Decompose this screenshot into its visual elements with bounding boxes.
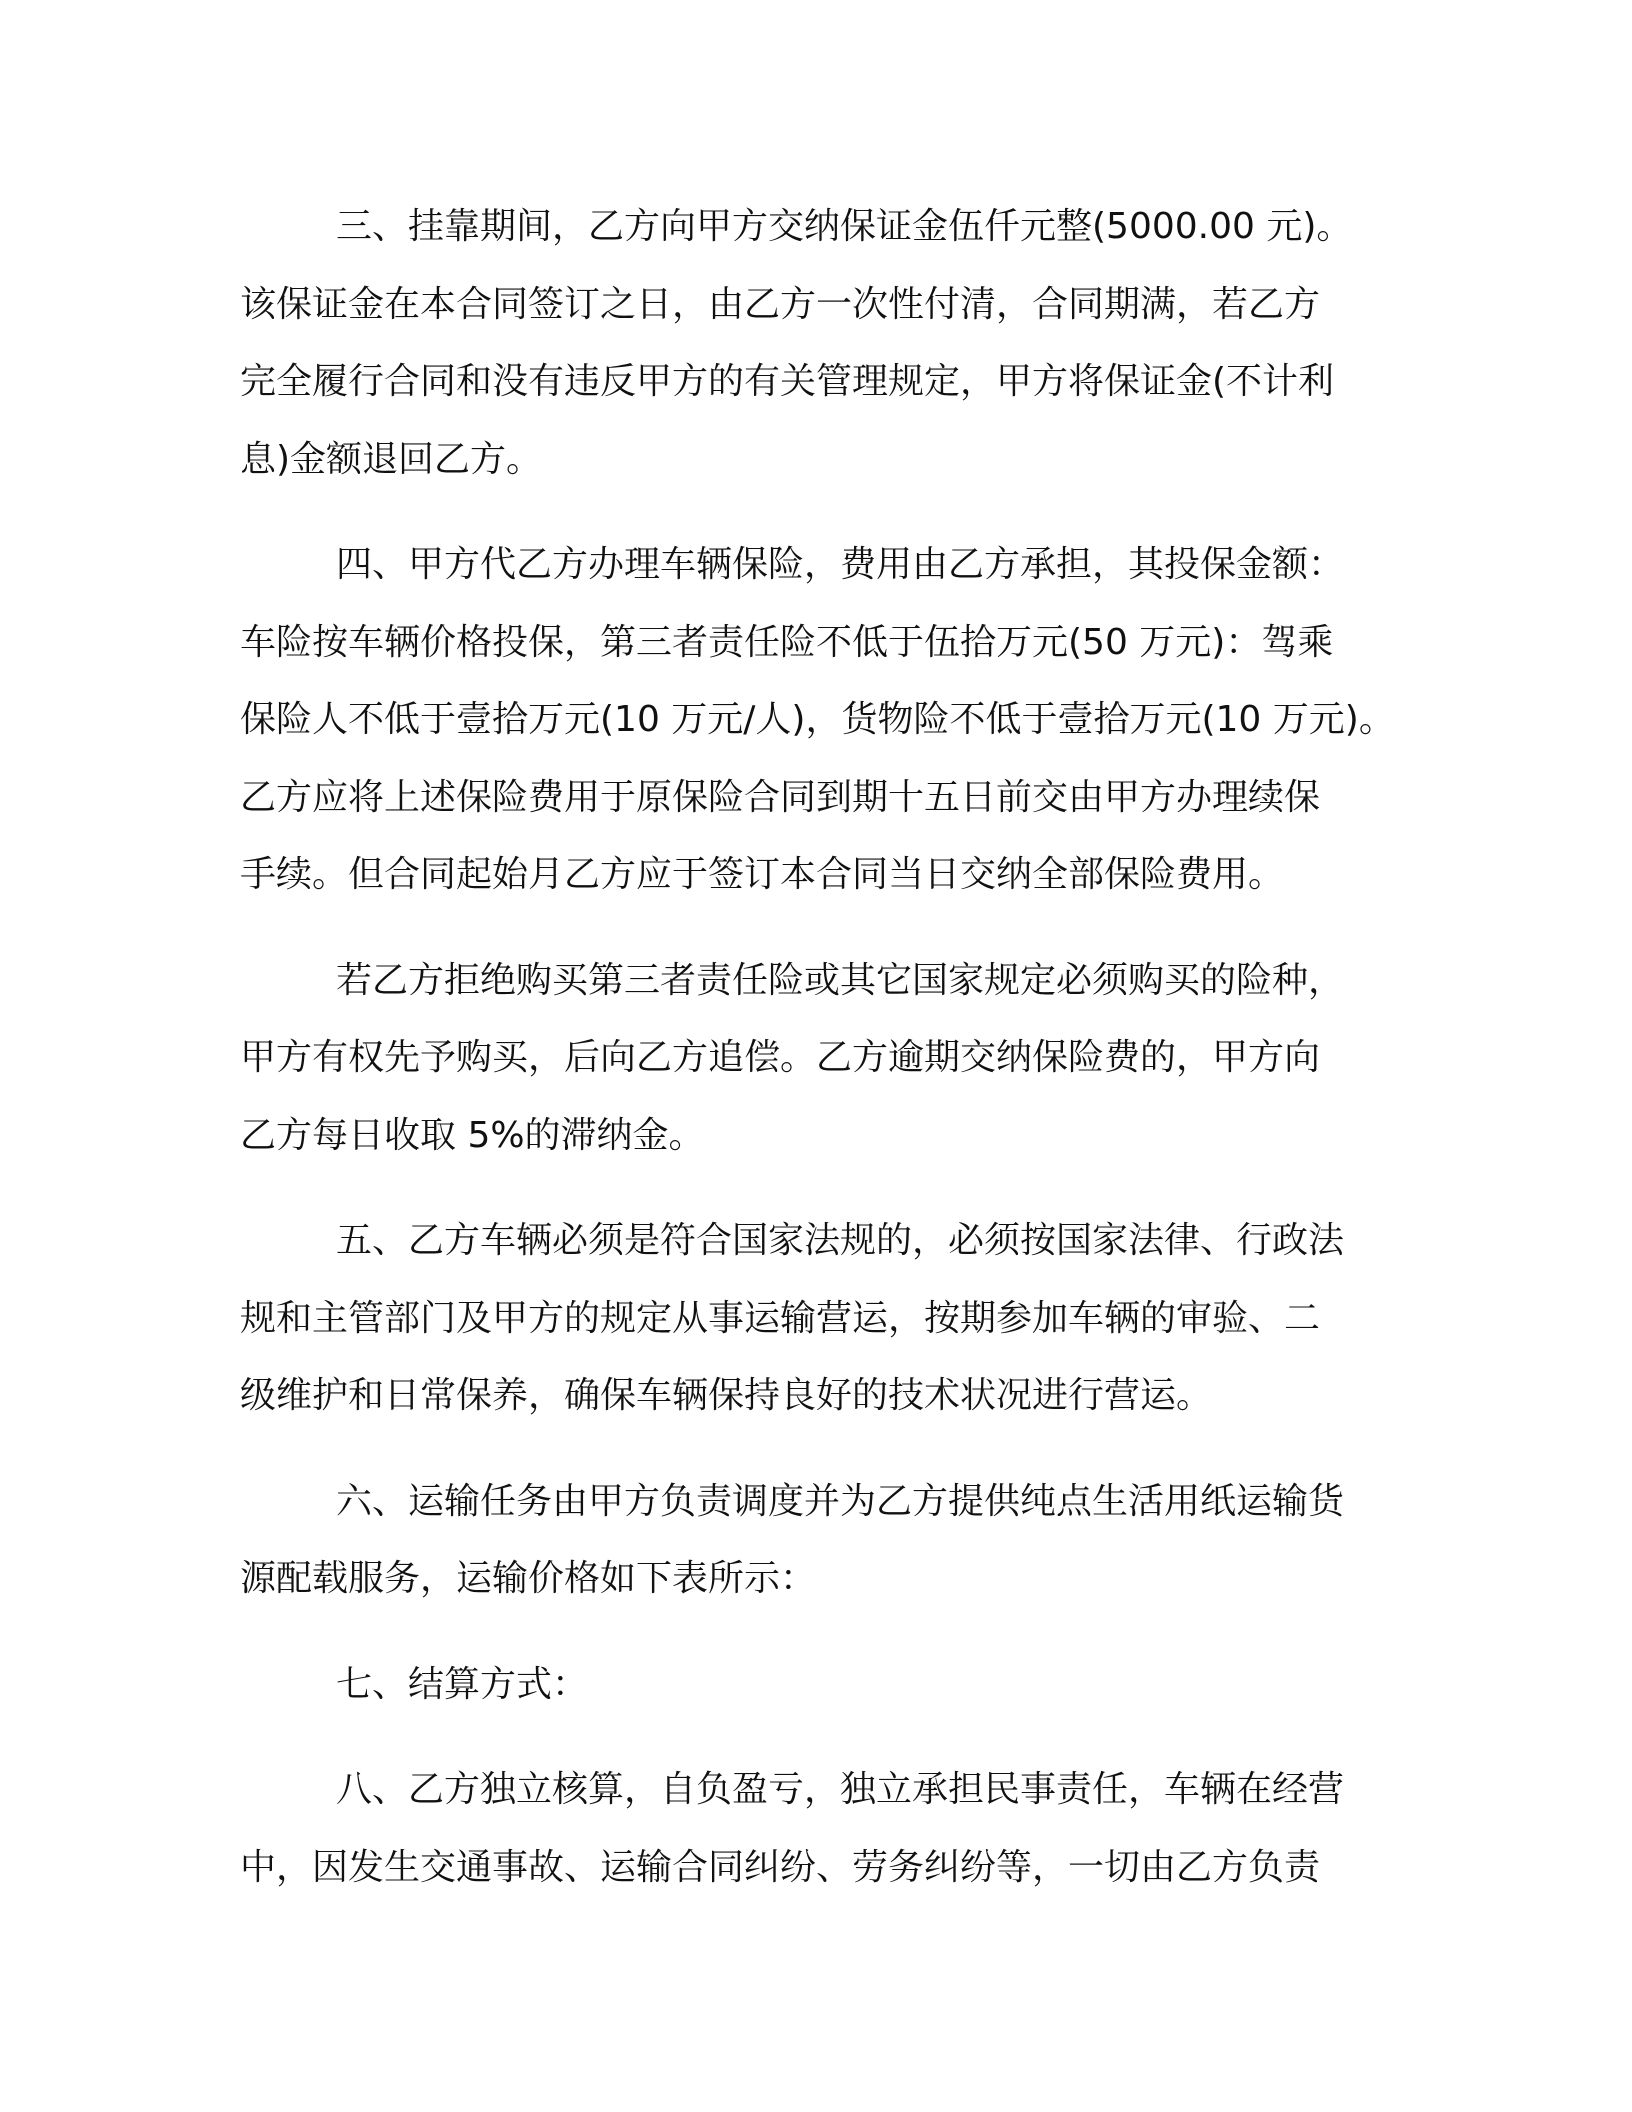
text-line: 若乙方拒绝购买第三者责任险或其它国家规定必须购买的险种，: [336, 959, 1345, 1001]
text-line: 保险人不低于壹拾万元(10 万元/人)，货物险不低于壹拾万元(10 万元)。: [240, 699, 1395, 740]
document-body: [240, 188, 1420, 1934]
clause-6-paragraph: [240, 1463, 1420, 1618]
text-line: 七、结算方式：: [336, 1663, 589, 1705]
text-line: 息)金额退回乙方。: [240, 438, 543, 480]
text-line: 乙方每日收取 5%的滞纳金。: [240, 1114, 705, 1156]
text-line: 手续。但合同起始月乙方应于签订本合同当日交纳全部保险费用。: [240, 854, 1285, 895]
text-line: 八、乙方独立核算，自负盈亏，独立承担民事责任，车辆在经营: [336, 1769, 1345, 1810]
text-line: 车险按车辆价格投保，第三者责任险不低于伍拾万元(50 万元)：驾乘: [240, 621, 1334, 663]
clause-4-supplement-paragraph: [240, 942, 1420, 1175]
text-line: 规和主管部门及甲方的规定从事运输营运，按期参加车辆的审验、二: [240, 1297, 1321, 1339]
clause-8-paragraph: [240, 1751, 1420, 1906]
text-line: 五、乙方车辆必须是符合国家法规的，必须按国家法律、行政法: [336, 1220, 1345, 1261]
text-line: 中，因发生交通事故、运输合同纠纷、劳务纠纷等，一切由乙方负责: [240, 1846, 1321, 1888]
text-line: 六、运输任务由甲方负责调度并为乙方提供纯点生活用纸运输货: [336, 1480, 1345, 1522]
text-line: 该保证金在本合同签订之日，由乙方一次性付清，合同期满，若乙方: [240, 283, 1321, 325]
clause-7-paragraph: [240, 1646, 1420, 1724]
clause-3-paragraph: [240, 188, 1420, 498]
clause-4-paragraph: [240, 526, 1420, 914]
text-line: 源配载服务，运输价格如下表所示：: [240, 1558, 817, 1599]
text-line: 三、挂靠期间，乙方向甲方交纳保证金伍仟元整(5000.00 元)。: [336, 206, 1353, 247]
text-line: 乙方应将上述保险费用于原保险合同到期十五日前交由甲方办理续保: [240, 776, 1321, 818]
text-line: 级维护和日常保养，确保车辆保持良好的技术状况进行营运。: [240, 1375, 1213, 1416]
text-line: 完全履行合同和没有违反甲方的有关管理规定，甲方将保证金(不计利: [240, 361, 1335, 402]
text-line: 四、甲方代乙方办理车辆保险，费用由乙方承担，其投保金额：: [336, 544, 1345, 585]
text-line: 甲方有权先予购买，后向乙方追偿。乙方逾期交纳保险费的，甲方向: [240, 1037, 1321, 1078]
clause-5-paragraph: [240, 1202, 1420, 1435]
